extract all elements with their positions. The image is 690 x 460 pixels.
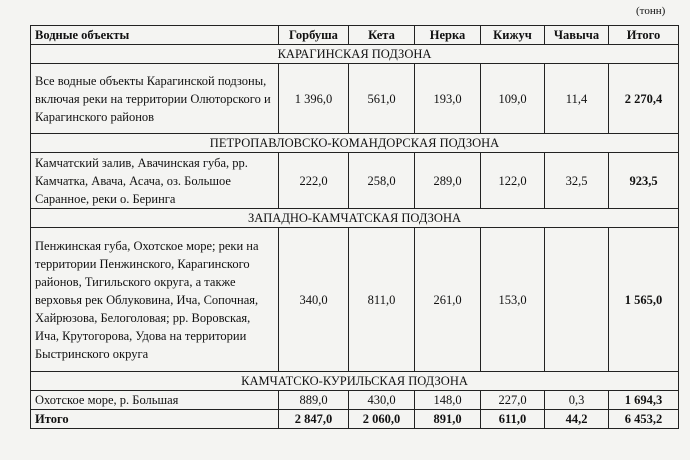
total-keta: 2 060,0 [349, 410, 415, 429]
chavycha-cell [545, 228, 609, 372]
total-cell: 1 694,3 [609, 391, 679, 410]
unit-label: (тонн) [636, 5, 666, 17]
kizhuch-cell: 227,0 [481, 391, 545, 410]
total-nerka: 891,0 [415, 410, 481, 429]
zone-row [31, 134, 679, 153]
zone-zapadno-kamchatskaya: ЗАПАДНО-КАМЧАТСКАЯ ПОДЗОНА [31, 209, 679, 228]
table-row [31, 228, 679, 372]
zone-row [31, 372, 679, 391]
header-kizhuch: Кижуч [481, 26, 545, 45]
header-gorbusha: Горбуша [279, 26, 349, 45]
keta-cell: 430,0 [349, 391, 415, 410]
zone-row [31, 45, 679, 64]
kizhuch-cell: 153,0 [481, 228, 545, 372]
nerka-cell: 193,0 [415, 64, 481, 134]
total-kizhuch: 611,0 [481, 410, 545, 429]
header-total: Итого [609, 26, 679, 45]
chavycha-cell: 11,4 [545, 64, 609, 134]
header-water-objects: Водные объекты [31, 26, 279, 45]
header-keta: Кета [349, 26, 415, 45]
water-object-cell: Все водные объекты Карагинской подзоны, включая реки на территории Олюторского и Карагинского районов [31, 64, 279, 134]
keta-cell: 811,0 [349, 228, 415, 372]
gorbusha-cell: 340,0 [279, 228, 349, 372]
gorbusha-cell: 889,0 [279, 391, 349, 410]
total-label: Итого [31, 410, 279, 429]
total-cell: 2 270,4 [609, 64, 679, 134]
nerka-cell: 289,0 [415, 153, 481, 209]
zone-row [31, 209, 679, 228]
total-cell: 923,5 [609, 153, 679, 209]
table-row [31, 153, 679, 209]
catch-quota-table [30, 25, 679, 429]
keta-cell: 561,0 [349, 64, 415, 134]
water-object-cell: Камчатский залив, Авачинская губа, рр. Камчатка, Авача, Асача, оз. Большое Саранное, реки о. Беринга [31, 153, 279, 209]
zone-karaginskaya: КАРАГИНСКАЯ ПОДЗОНА [31, 45, 679, 64]
total-chavycha: 44,2 [545, 410, 609, 429]
chavycha-cell: 32,5 [545, 153, 609, 209]
table-row [31, 391, 679, 410]
zone-petropavlovsko-komandorskaya: ПЕТРОПАВЛОВСКО-КОМАНДОРСКАЯ ПОДЗОНА [31, 134, 679, 153]
kizhuch-cell: 109,0 [481, 64, 545, 134]
gorbusha-cell: 222,0 [279, 153, 349, 209]
kizhuch-cell: 122,0 [481, 153, 545, 209]
chavycha-cell: 0,3 [545, 391, 609, 410]
water-object-cell: Охотское море, р. Большая [31, 391, 279, 410]
header-row [31, 26, 679, 45]
total-cell: 1 565,0 [609, 228, 679, 372]
header-chavycha: Чавыча [545, 26, 609, 45]
gorbusha-cell: 1 396,0 [279, 64, 349, 134]
total-itogo: 6 453,2 [609, 410, 679, 429]
keta-cell: 258,0 [349, 153, 415, 209]
total-gorbusha: 2 847,0 [279, 410, 349, 429]
water-object-cell: Пенжинская губа, Охотское море; реки на территории Пенжинского, Карагинского районов, Тигильского округа, а также верховья рек Облуковина, Ича, Сопочная, Хайрюзова, Белоголовая; рр. Воровская, Ича, Крутогорова, Удова на территории Быстринского округа [31, 228, 279, 372]
table-row [31, 64, 679, 134]
total-row [31, 410, 679, 429]
nerka-cell: 261,0 [415, 228, 481, 372]
header-nerka: Нерка [415, 26, 481, 45]
zone-kamchatsko-kurilskaya: КАМЧАТСКО-КУРИЛЬСКАЯ ПОДЗОНА [31, 372, 679, 391]
nerka-cell: 148,0 [415, 391, 481, 410]
